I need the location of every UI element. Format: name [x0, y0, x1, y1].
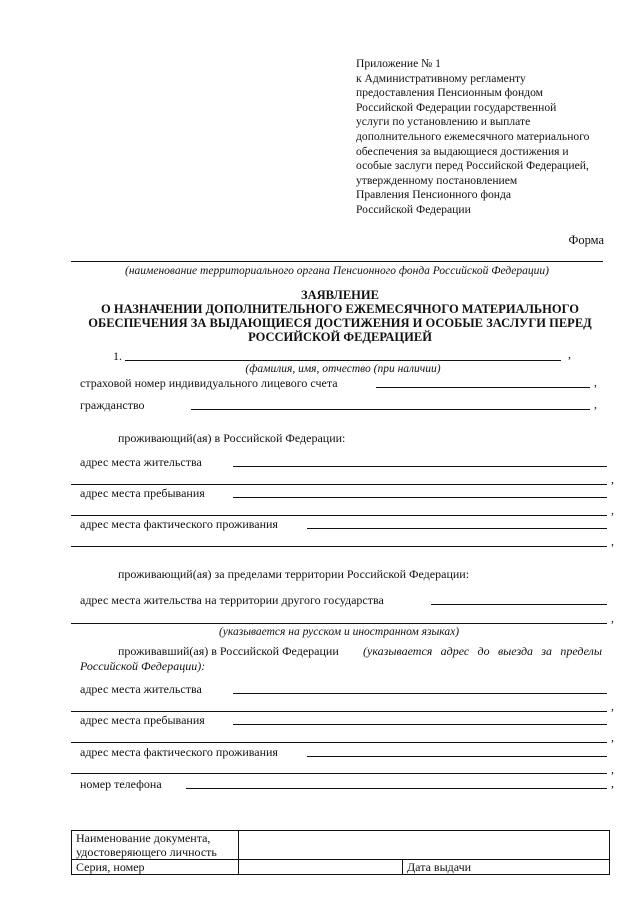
comma: ,	[594, 375, 597, 389]
title-line: ОБЕСПЕЧЕНИЯ ЗА ВЫДАЮЩИЕСЯ ДОСТИЖЕНИЯ И ОСОБЫЕ ЗАСЛУГИ ПЕРЕД	[88, 316, 592, 330]
fio-field[interactable]	[125, 360, 561, 361]
residence-address-field[interactable]	[233, 466, 607, 467]
series-number-label: Серия, номер	[72, 860, 239, 875]
residence-address2-field[interactable]	[233, 693, 607, 694]
lived-rf-note: (указывается адрес до выезда за пределы Российской Федерации):	[80, 644, 603, 673]
comma: ,	[568, 347, 571, 361]
appendix-line: Российской Федерации государственной	[356, 100, 557, 114]
comma: ,	[594, 397, 597, 411]
comma: ,	[611, 503, 614, 517]
appendix-line: Российской Федерации	[356, 202, 471, 216]
stay-address2-label: адрес места пребывания	[80, 713, 205, 727]
appendix-header	[356, 57, 626, 218]
citizenship-label: гражданство	[80, 398, 145, 412]
snils-label: страховой номер индивидуального лицевого счета	[80, 376, 338, 390]
appendix-line: Правления Пенсионного фонда	[356, 188, 512, 202]
title-line: РОССИЙСКОЙ ФЕДЕРАЦИЕЙ	[248, 330, 432, 344]
actual-address2-label: адрес места фактического проживания	[80, 745, 278, 759]
appendix-line: предоставления Пенсионным фондом	[356, 86, 544, 100]
document-title	[70, 288, 610, 344]
comma: ,	[611, 534, 614, 548]
doc-name-label: Наименование документа, удостоверяющего личность	[72, 831, 239, 860]
phone-field[interactable]	[186, 788, 607, 789]
citizenship-field[interactable]	[191, 409, 590, 410]
language-caption: (указывается на русском и иностранном языках)	[218, 626, 460, 638]
appendix-line: особые заслуги перед Российской Федерацией,	[356, 159, 589, 173]
lived-rf-prefix: проживавший(ая) в Российской Федерации	[118, 644, 339, 658]
stay-address-field[interactable]	[233, 497, 607, 498]
appendix-line: услуги по установлению и выплате	[356, 115, 531, 129]
actual-address2-field[interactable]	[307, 756, 607, 757]
actual-address-field[interactable]	[307, 528, 607, 529]
comma: ,	[611, 776, 614, 790]
fio-caption: (фамилия, имя, отчество (при наличии)	[245, 363, 441, 375]
appendix-line: дополнительного ежемесячного материального	[356, 129, 590, 143]
title-line: ЗАЯВЛЕНИЕ	[301, 288, 379, 302]
comma: ,	[611, 699, 614, 713]
stay-address-field-2[interactable]	[71, 515, 607, 516]
series-number-cell[interactable]	[239, 860, 403, 875]
lived-rf-paragraph	[80, 644, 602, 674]
issue-date-label: Дата выдачи	[403, 860, 610, 875]
appendix-line: к Административному регламенту	[356, 71, 526, 85]
organ-caption: (наименование территориального органа Пенсионного фонда Российской Федерации)	[125, 265, 549, 277]
phone-label: номер телефона	[80, 777, 162, 791]
residence-address2-label: адрес места жительства	[80, 682, 202, 696]
actual-address-field-2[interactable]	[71, 546, 607, 547]
foreign-address-field-2[interactable]	[71, 623, 607, 624]
appendix-line: утвержденному постановлением	[356, 173, 518, 187]
foreign-address-field[interactable]	[431, 604, 607, 605]
stay-address2-field-2[interactable]	[71, 742, 607, 743]
living-rf-heading: проживающий(ая) в Российской Федерации:	[118, 431, 346, 445]
residence-address-label: адрес места жительства	[80, 455, 202, 469]
item-number: 1.	[113, 349, 122, 363]
doc-name-cell[interactable]	[239, 831, 610, 860]
foreign-address-label: адрес места жительства на территории другого государства	[80, 593, 384, 607]
snils-field[interactable]	[376, 387, 590, 388]
organ-name-field[interactable]	[71, 261, 603, 262]
identity-document-table	[71, 830, 610, 875]
stay-address-label: адрес места пребывания	[80, 486, 205, 500]
title-line: О НАЗНАЧЕНИИ ДОПОЛНИТЕЛЬНОГО ЕЖЕМЕСЯЧНОГО МАТЕРИАЛЬНОГО	[101, 302, 579, 316]
appendix-line: Приложение № 1	[356, 57, 441, 70]
comma: ,	[611, 730, 614, 744]
living-abroad-heading: проживающий(ая) за пределами территории Российской Федерации:	[118, 567, 470, 581]
stay-address2-field[interactable]	[233, 724, 607, 725]
comma: ,	[611, 762, 614, 776]
actual-address2-field-2[interactable]	[71, 773, 607, 774]
appendix-line: обеспечения за выдающиеся достижения и	[356, 144, 569, 158]
comma: ,	[611, 611, 614, 625]
comma: ,	[611, 472, 614, 486]
residence-address-field-2[interactable]	[71, 484, 607, 485]
residence-address2-field-2[interactable]	[71, 711, 607, 712]
form-label: Форма	[568, 233, 604, 247]
actual-address-label: адрес места фактического проживания	[80, 517, 278, 531]
